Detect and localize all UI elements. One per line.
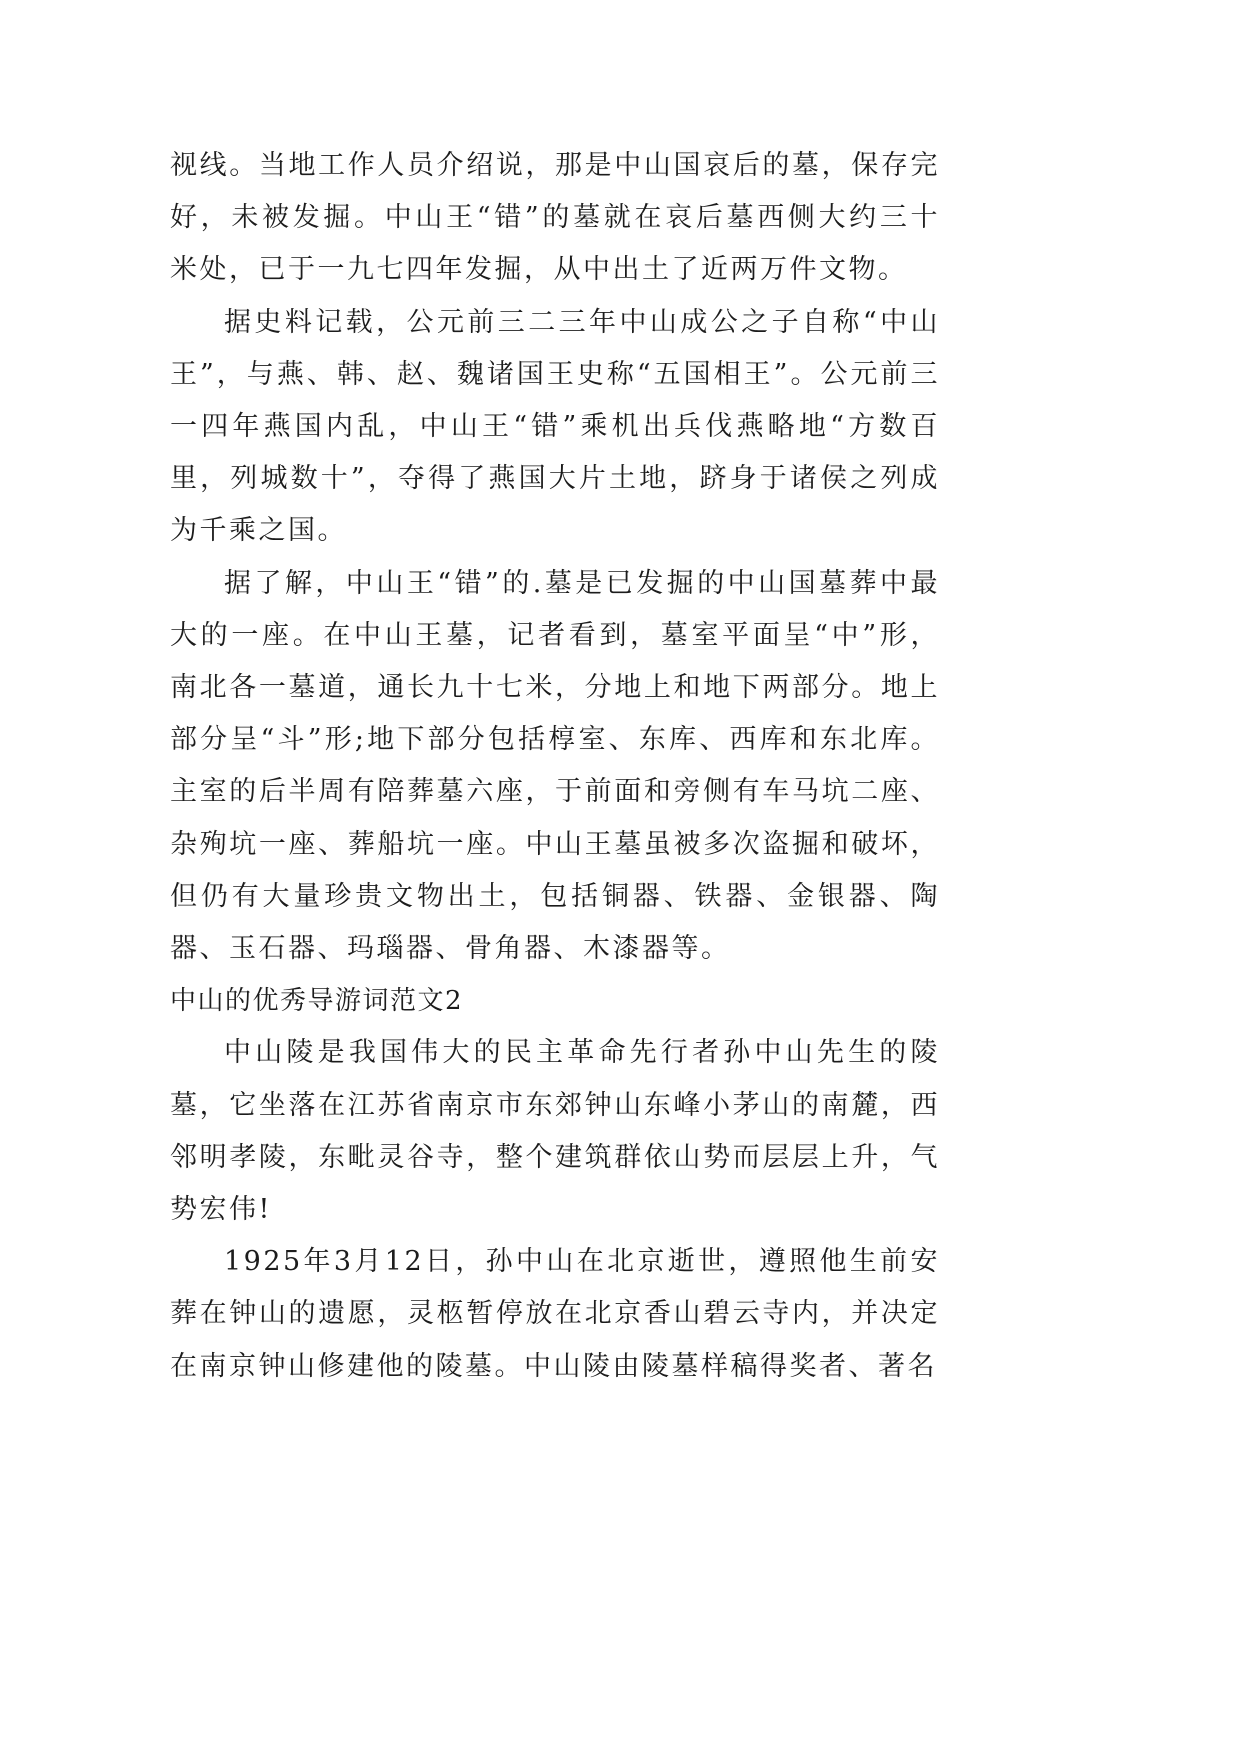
section-heading: 中山的优秀导游词范文2 <box>170 986 464 1017</box>
paragraph-1: 视线。当地工作人员介绍说，那是中山国哀后的墓，保存完好，未被发掘。中山王“错”的墓就在哀后墓西侧大约三十米处，已于一九七四年发掘，从中出土了近两万件文物。 <box>170 150 940 286</box>
paragraph-5: 1925年3月12日，孙中山在北京逝世，遵照他生前安葬在钟山的遗愿，灵柩暂停放在北京香山碧云寺内，并决定在南京钟山修建他的陵墓。中山陵由陵墓样稿得奖者、著名 <box>170 1246 940 1382</box>
paragraph-3: 据了解，中山王“错”的.墓是已发掘的中山国墓葬中最大的一座。在中山王墓，记者看到，墓室平面呈“中”形，南北各一墓道，通长九十七米，分地上和地下两部分。地上部分呈“斗”形;地下部分包括椁室、东库、西库和东北库。主室的后半周有陪葬墓六座，于前面和旁侧有车马坑二座、杂殉坑一座、葬船坑一座。中山王墓虽被多次盗掘和破坏，但仍有大量珍贵文物出土，包括铜器、铁器、金银器、陶器、玉石器、玛瑙器、骨角器、木漆器等。 <box>170 567 940 965</box>
paragraph-4: 中山陵是我国伟大的民主革命先行者孙中山先生的陵墓，它坐落在江苏省南京市东郊钟山东峰小茅山的南麓，西邻明孝陵，东毗灵谷寺，整个建筑群依山势而层层上升，气势宏伟! <box>170 1037 940 1226</box>
document-body <box>170 140 940 1393</box>
paragraph-2: 据史料记载，公元前三二三年中山成公之子自称“中山王”，与燕、韩、赵、魏诸国王史称“五国相王”。公元前三一四年燕国内乱，中山王“错”乘机出兵伐燕略地“方数百里，列城数十”，夺得了燕国大片土地，跻身于诸侯之列成为千乘之国。 <box>170 306 940 547</box>
